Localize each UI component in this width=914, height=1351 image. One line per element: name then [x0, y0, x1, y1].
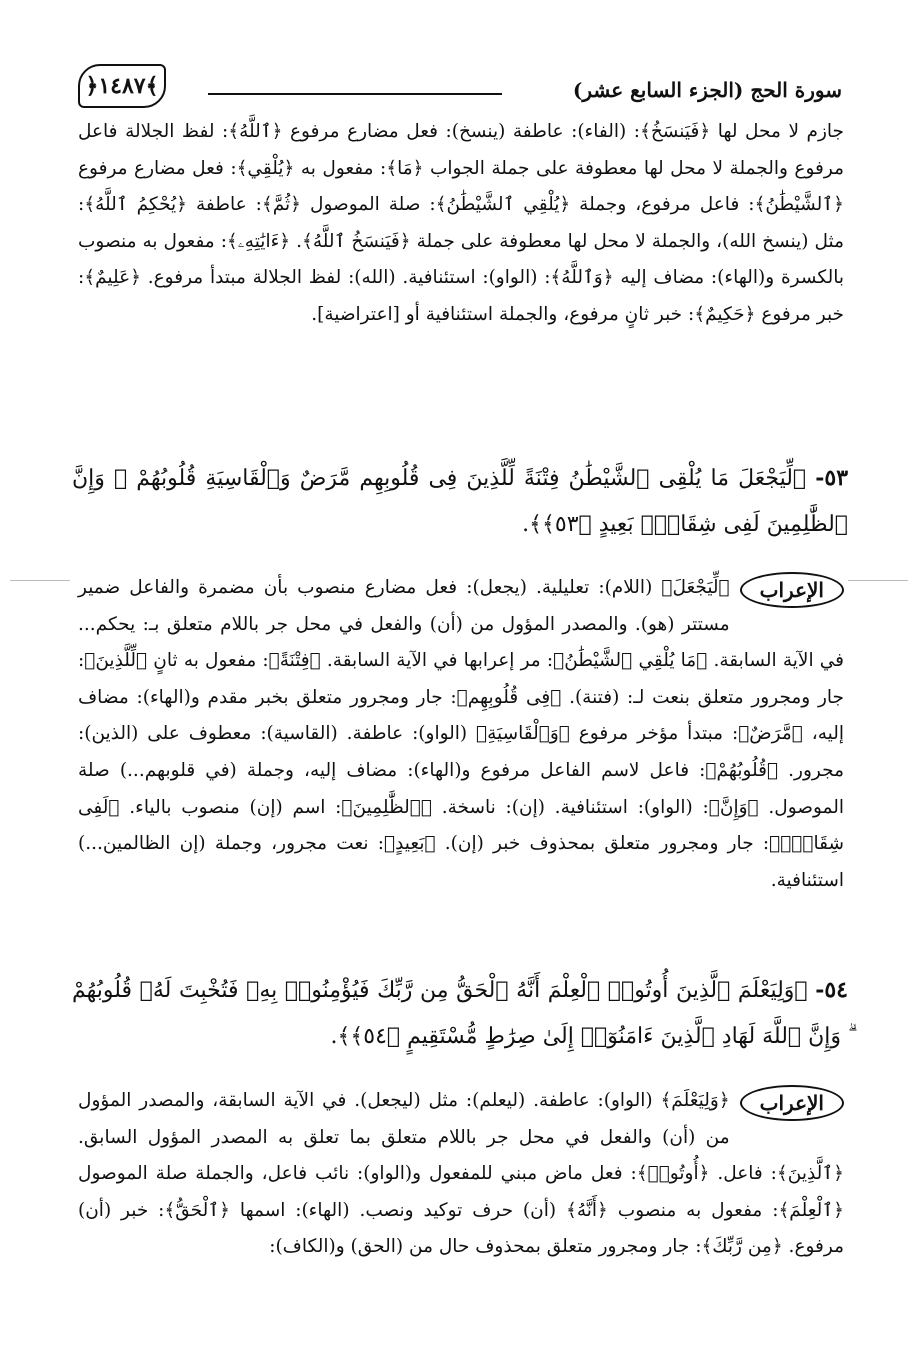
irab-block-53	[78, 570, 844, 899]
irab-text: ﴿لِّيَجْعَلَ﴾ (اللام): تعليلية. (يجعل): فعل مضارع منصوب بأن مضمرة والفاعل ضمير مستتر (هو). والمصدر المؤول من (أن) والفعل في محل جر باللام متعلق بـ: يحكم... في الآية السابقة. ﴿مَا يُلْقِي ٱلشَّيْطَٰنُ﴾: مر إعرابها في الآية السابقة. ﴿فِتْنَةً﴾: مفعول به ثانٍ ﴿لِّلَّذِينَ﴾: جار ومجرور متعلق بنعت لـ: (فتنة). ﴿فِى قُلُوبِهِم﴾: جار ومجرور متعلق بخبر مقدم و(الهاء): مضاف إليه، ﴿مَّرَضٌ﴾: مبتدأ مؤخر مرفوع ﴿وَٱلْقَاسِيَةِ﴾ (الواو): عاطفة. (القاسية): معطوف على (الذين): مجرور. ﴿قُلُوبُهُمْ﴾: فاعل لاسم الفاعل مرفوع و(الهاء): مضاف إليه، وجملة (في قلوبهم...) صلة الموصول. ﴿وَإِنَّ﴾: (الواو): استئنافية. (إن): ناسخة. ﴿ٱلظَّٰلِمِينَ﴾: اسم (إن) منصوب بالياء. ﴿لَفِى شِقَاقٍۭ﴾: جار ومجرور متعلق بمحذوف خبر (إن). ﴿بَعِيدٍ﴾: نعت مجرور، وجملة (إن الظالمين...) استئنافية.	[78, 577, 844, 891]
verse-54	[72, 967, 848, 1060]
verse-53	[72, 455, 848, 548]
verse-number: ٥٤-	[815, 977, 848, 1003]
verse-text: ﴿لِّيَجْعَلَ مَا يُلْقِى ٱلشَّيْطَٰنُ فِتْنَةً لِّلَّذِينَ فِى قُلُوبِهِم مَّرَضٌ وَٱلْقَاسِيَةِ قُلُوبُهُمْ ۗ وَإِنَّ ٱلظَّٰلِمِينَ لَفِى شِقَاقٍۭ بَعِيدٍ ﴿٥٣﴾﴾.	[72, 466, 848, 537]
irab-badge: الإعراب	[740, 572, 844, 608]
running-title: سورة الحج (الجزء السابع عشر)	[572, 78, 842, 102]
verse-text: ﴿وَلِيَعْلَمَ ٱلَّذِينَ أُوتُوا۟ ٱلْعِلْمَ أَنَّهُ ٱلْحَقُّ مِن رَّبِّكَ فَيُؤْمِنُوا۟ بِهِۦ فَتُخْبِتَ لَهُۥ قُلُوبُهُمْ ۗ وَإِنَّ ٱللَّهَ لَهَادِ ٱلَّذِينَ ءَامَنُوٓا۟ إِلَىٰ صِرَٰطٍ مُّسْتَقِيمٍ ﴿٥٤﴾﴾.	[72, 978, 848, 1049]
page-number: ﴿١٤٨٧﴾	[78, 64, 166, 108]
verse-number: ٥٣-	[815, 465, 849, 491]
margin-rule-left	[10, 580, 70, 581]
irab-badge: الإعراب	[740, 1085, 844, 1121]
irab-text: ﴿وَلِيَعْلَمَ﴾ (الواو): عاطفة. (ليعلم): مثل (ليجعل). في الآية السابقة، والمصدر المؤول من (أن) والفعل في محل جر باللام متعلق بما تعلق به المصدر المؤول السابق. ﴿ٱلَّذِينَ﴾: فاعل. ﴿أُوتُوا۟﴾: فعل ماض مبني للمفعول و(الواو): نائب فاعل، والجملة صلة الموصول ﴿ٱلْعِلْمَ﴾: مفعول به منصوب ﴿أَنَّهُ﴾ (أن) حرف توكيد ونصب. (الهاء): اسمها ﴿ٱلْحَقُّ﴾: خبر (أن) مرفوع. ﴿مِن رَّبِّكَ﴾: جار ومجرور متعلق بمحذوف حال من (الحق) و(الكاف):	[78, 1090, 844, 1258]
margin-rule-right	[848, 580, 908, 581]
header-rule	[208, 93, 502, 95]
page-header	[78, 60, 842, 108]
irab-block-54	[78, 1083, 844, 1266]
paragraph-grammar-continued: جازم لا محل لها ﴿فَيَنسَخُ﴾: (الفاء): عاطفة (ينسخ): فعل مضارع مرفوع ﴿ٱللَّهُ﴾: لفظ الجلالة فاعل مرفوع والجملة لا محل لها معطوفة على جملة الجواب ﴿مَا﴾: مفعول به ﴿يُلْقِي﴾: فعل مضارع مرفوع ﴿ٱلشَّيْطَٰنُ﴾: فاعل مرفوع، وجملة ﴿يُلْقِي ٱلشَّيْطَٰنُ﴾: صلة الموصول ﴿ثُمَّ﴾: عاطفة ﴿يُحْكِمُ ٱللَّهُ﴾: مثل (ينسخ الله)، والجملة لا محل لها معطوفة على جملة ﴿فَيَنسَخُ ٱللَّهُ﴾. ﴿ءَايَٰتِهِۦ﴾: مفعول به منصوب بالكسرة و(الهاء): مضاف إليه ﴿وَٱللَّهُ﴾: (الواو): استئنافية. (الله): لفظ الجلالة مبتدأ مرفوع. ﴿عَلِيمٌ﴾: خبر مرفوع ﴿حَكِيمٌ﴾: خبر ثانٍ مرفوع، والجملة استئنافية أو [اعتراضية].	[78, 121, 844, 325]
